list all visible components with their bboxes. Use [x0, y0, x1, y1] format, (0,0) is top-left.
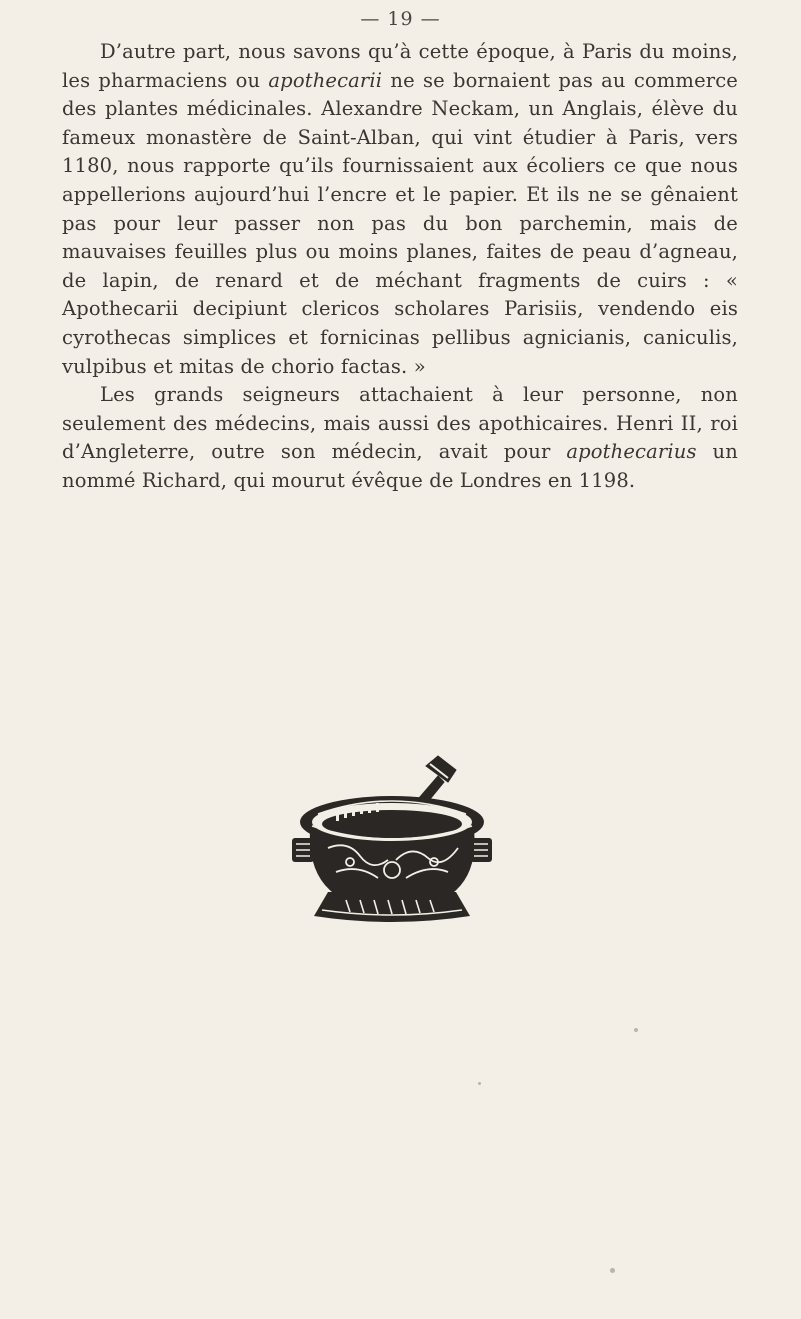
paragraph-1-italic-term: apothecarii	[268, 68, 383, 92]
paper-speck	[478, 1082, 481, 1085]
paragraph-2-text-cont: un nommé Richard, qui mourut évêque de Londres en 1198.	[62, 440, 738, 492]
mortar-base	[314, 892, 470, 922]
paragraph-1-text-cont: ne se bornaient pas au commerce des plantes médicinales. Alexandre Neckam, un Anglais, élève du fameux monastère de Saint-Alban, qui vint étudier à Paris, vers 1180, nous rapporte qu’ils fournissaient aux écoliers ce que nous appellerions aujourd’hui l’encre et le papier. Et ils ne se gênaient pas pour leur passer non pas du bon parchemin, mais de mauvaises feuilles plus ou moins planes, faites de peau d’agneau, de lapin, de renard et de méchant fragments de cuirs : « Apothecarii decipiunt clericos scholares Parisiis, vendendo eis cyrothecas simplices et fornicinas pellibus agnicianis, caniculis, vulpibus et mitas de chorio factas. »	[62, 68, 738, 378]
paragraph-2	[62, 381, 738, 495]
body-text	[62, 38, 738, 496]
mortar-and-pestle-icon	[288, 752, 506, 928]
paragraph-2-italic-term: apothecarius	[566, 440, 697, 464]
paper-speck	[610, 1268, 615, 1273]
paragraph-1-text: D’autre part, nous savons qu’à cette époque, à Paris du moins, les pharmaciens ou	[62, 40, 738, 92]
page-number: — 19 —	[360, 8, 441, 30]
paragraph-2-text: Les grands seigneurs attachaient à leur personne, non seulement des médecins, mais aussi des apothicaires. Henri II, roi d’Angleterre, outre son médecin, avait pour	[62, 383, 738, 464]
paper-speck	[634, 1028, 638, 1032]
paragraph-1	[62, 38, 738, 381]
mortar-illustration	[288, 752, 506, 928]
